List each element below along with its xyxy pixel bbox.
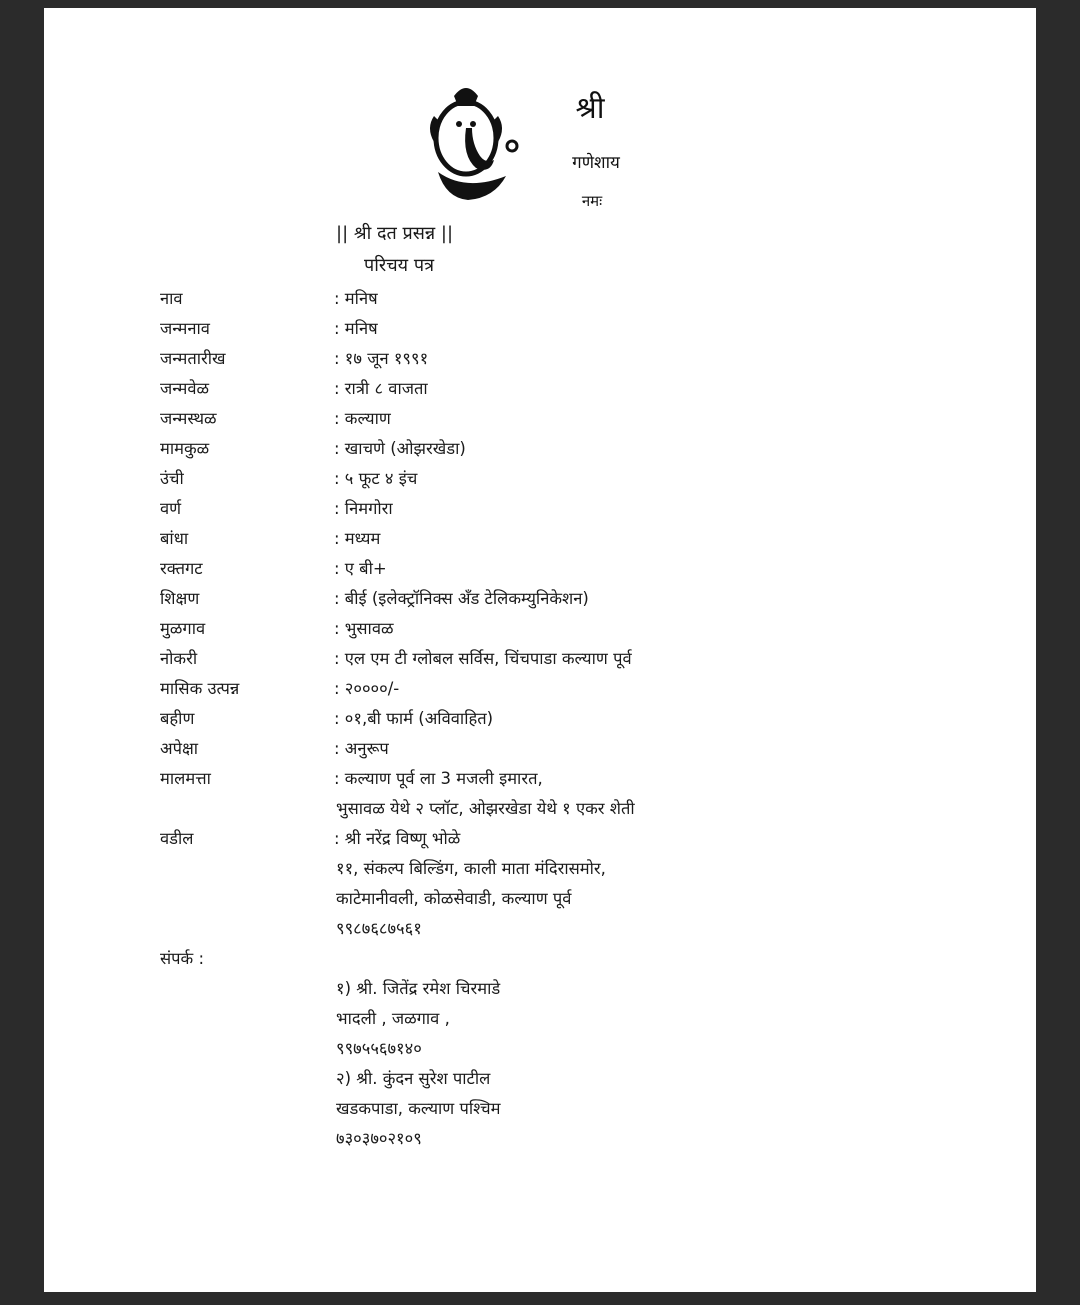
field-value: : रात्री ८ वाजता [334,379,428,398]
field-row-build [44,526,1036,556]
field-value: : मनिष [334,289,378,308]
field-value: : मध्यम [334,529,381,548]
field-row-contact [44,946,1036,976]
page-title: परिचय पत्र [364,255,434,276]
field-value: : श्री नरेंद्र विष्णू भोळे [334,829,461,848]
field-continuation: भुसावळ येथे २ प्लॉट, ओझरखेडा येथे १ एकर शेती [336,799,635,818]
ganesha-logo [424,76,644,216]
field-label: मालमत्ता [160,769,211,788]
field-value: : ए बी+ [334,559,387,578]
field-value: : कल्याण [334,409,391,428]
field-row-monthly-income [44,676,1036,706]
logo-namah: नमः [581,192,603,210]
field-label: वडील [160,829,194,848]
field-value: : ०१,बी फार्म (अविवाहित) [334,709,494,728]
field-label: जन्मनाव [160,319,210,338]
field-row-sister [44,706,1036,736]
field-label: नाव [160,289,183,308]
contact-2-place [44,1096,1036,1126]
contact-1-name [44,976,1036,1006]
field-row-expectation [44,736,1036,766]
field-value: : निमगोरा [334,499,393,518]
field-label: जन्मवेळ [160,379,210,398]
field-label: संपर्क : [160,949,205,968]
field-value: : खाचणे (ओझरखेडा) [334,439,466,458]
field-label: मासिक उत्पन्न [160,679,240,698]
field-label: अपेक्षा [160,739,199,758]
field-row-education [44,586,1036,616]
field-label: मुळगाव [160,619,206,638]
field-row-birth-name [44,316,1036,346]
field-row-job [44,646,1036,676]
field-row-native-place [44,616,1036,646]
field-row-birth-time [44,376,1036,406]
field-value: : २००००/- [334,679,400,698]
contact-line: खडकपाडा, कल्याण पश्चिम [336,1099,501,1118]
contact-line: १) श्री. जितेंद्र रमेश चिरमाडे [336,979,501,998]
field-row-property [44,766,1036,796]
father-phone [44,916,1036,946]
biodata-fields [44,286,1036,1156]
field-value: : अनुरूप [334,739,389,758]
contact-line: २) श्री. कुंदन सुरेश पाटील [336,1069,491,1088]
field-label: उंची [160,469,184,488]
contact-1-place [44,1006,1036,1036]
page-heading: || श्री दत प्रसन्न || [336,223,454,244]
document-page [44,8,1036,1292]
logo-shri: श्री [575,91,605,126]
field-label: मामकुळ [160,439,210,458]
field-value: : १७ जून १९९१ [334,349,429,368]
field-value: : मनिष [334,319,378,338]
field-label: बहीण [160,709,195,728]
field-continuation: काटेमानीवली, कोळसेवाडी, कल्याण पूर्व [336,889,572,908]
contact-line: भादली , जळगाव , [336,1009,450,1028]
field-value: : भुसावळ [334,619,394,638]
father-address-line1 [44,856,1036,886]
field-row-birth-place [44,406,1036,436]
field-label: नोकरी [160,649,198,668]
field-row-blood-group [44,556,1036,586]
field-row-complexion [44,496,1036,526]
field-label: जन्मतारीख [160,349,226,368]
ganesha-icon [430,88,517,200]
logo-ganeshaya: गणेशाय [572,153,620,173]
field-label: बांधा [160,529,189,548]
field-continuation: ९९८७६८७५६१ [336,919,422,938]
field-row-maternal-clan [44,436,1036,466]
contact-2-name [44,1066,1036,1096]
field-row-name [44,286,1036,316]
field-value: : ५ फूट ४ इंच [334,469,418,488]
field-label: जन्मस्थळ [160,409,217,428]
father-address-line2 [44,886,1036,916]
field-row-birth-date [44,346,1036,376]
field-row-height [44,466,1036,496]
contact-1-phone [44,1036,1036,1066]
contact-line: ९९७५५६७१४० [336,1039,422,1058]
field-row-father [44,826,1036,856]
field-continuation: ११, संकल्प बिल्डिंग, काली माता मंदिरासमोर, [336,859,606,878]
contact-2-phone [44,1126,1036,1156]
field-value: : कल्याण पूर्व ला 3 मजली इमारत, [334,769,543,788]
field-label: वर्ण [160,499,182,518]
field-value: : एल एम टी ग्लोबल सर्विस, चिंचपाडा कल्याण पूर्व [334,649,632,668]
field-value: : बीई (इलेक्ट्रॉनिक्स अँड टेलिकम्युनिकेशन) [334,589,589,608]
contact-line: ७३०३७०२१०९ [336,1129,422,1148]
field-label: रक्तगट [160,559,203,578]
field-row-property-cont [44,796,1036,826]
field-label: शिक्षण [160,589,200,608]
